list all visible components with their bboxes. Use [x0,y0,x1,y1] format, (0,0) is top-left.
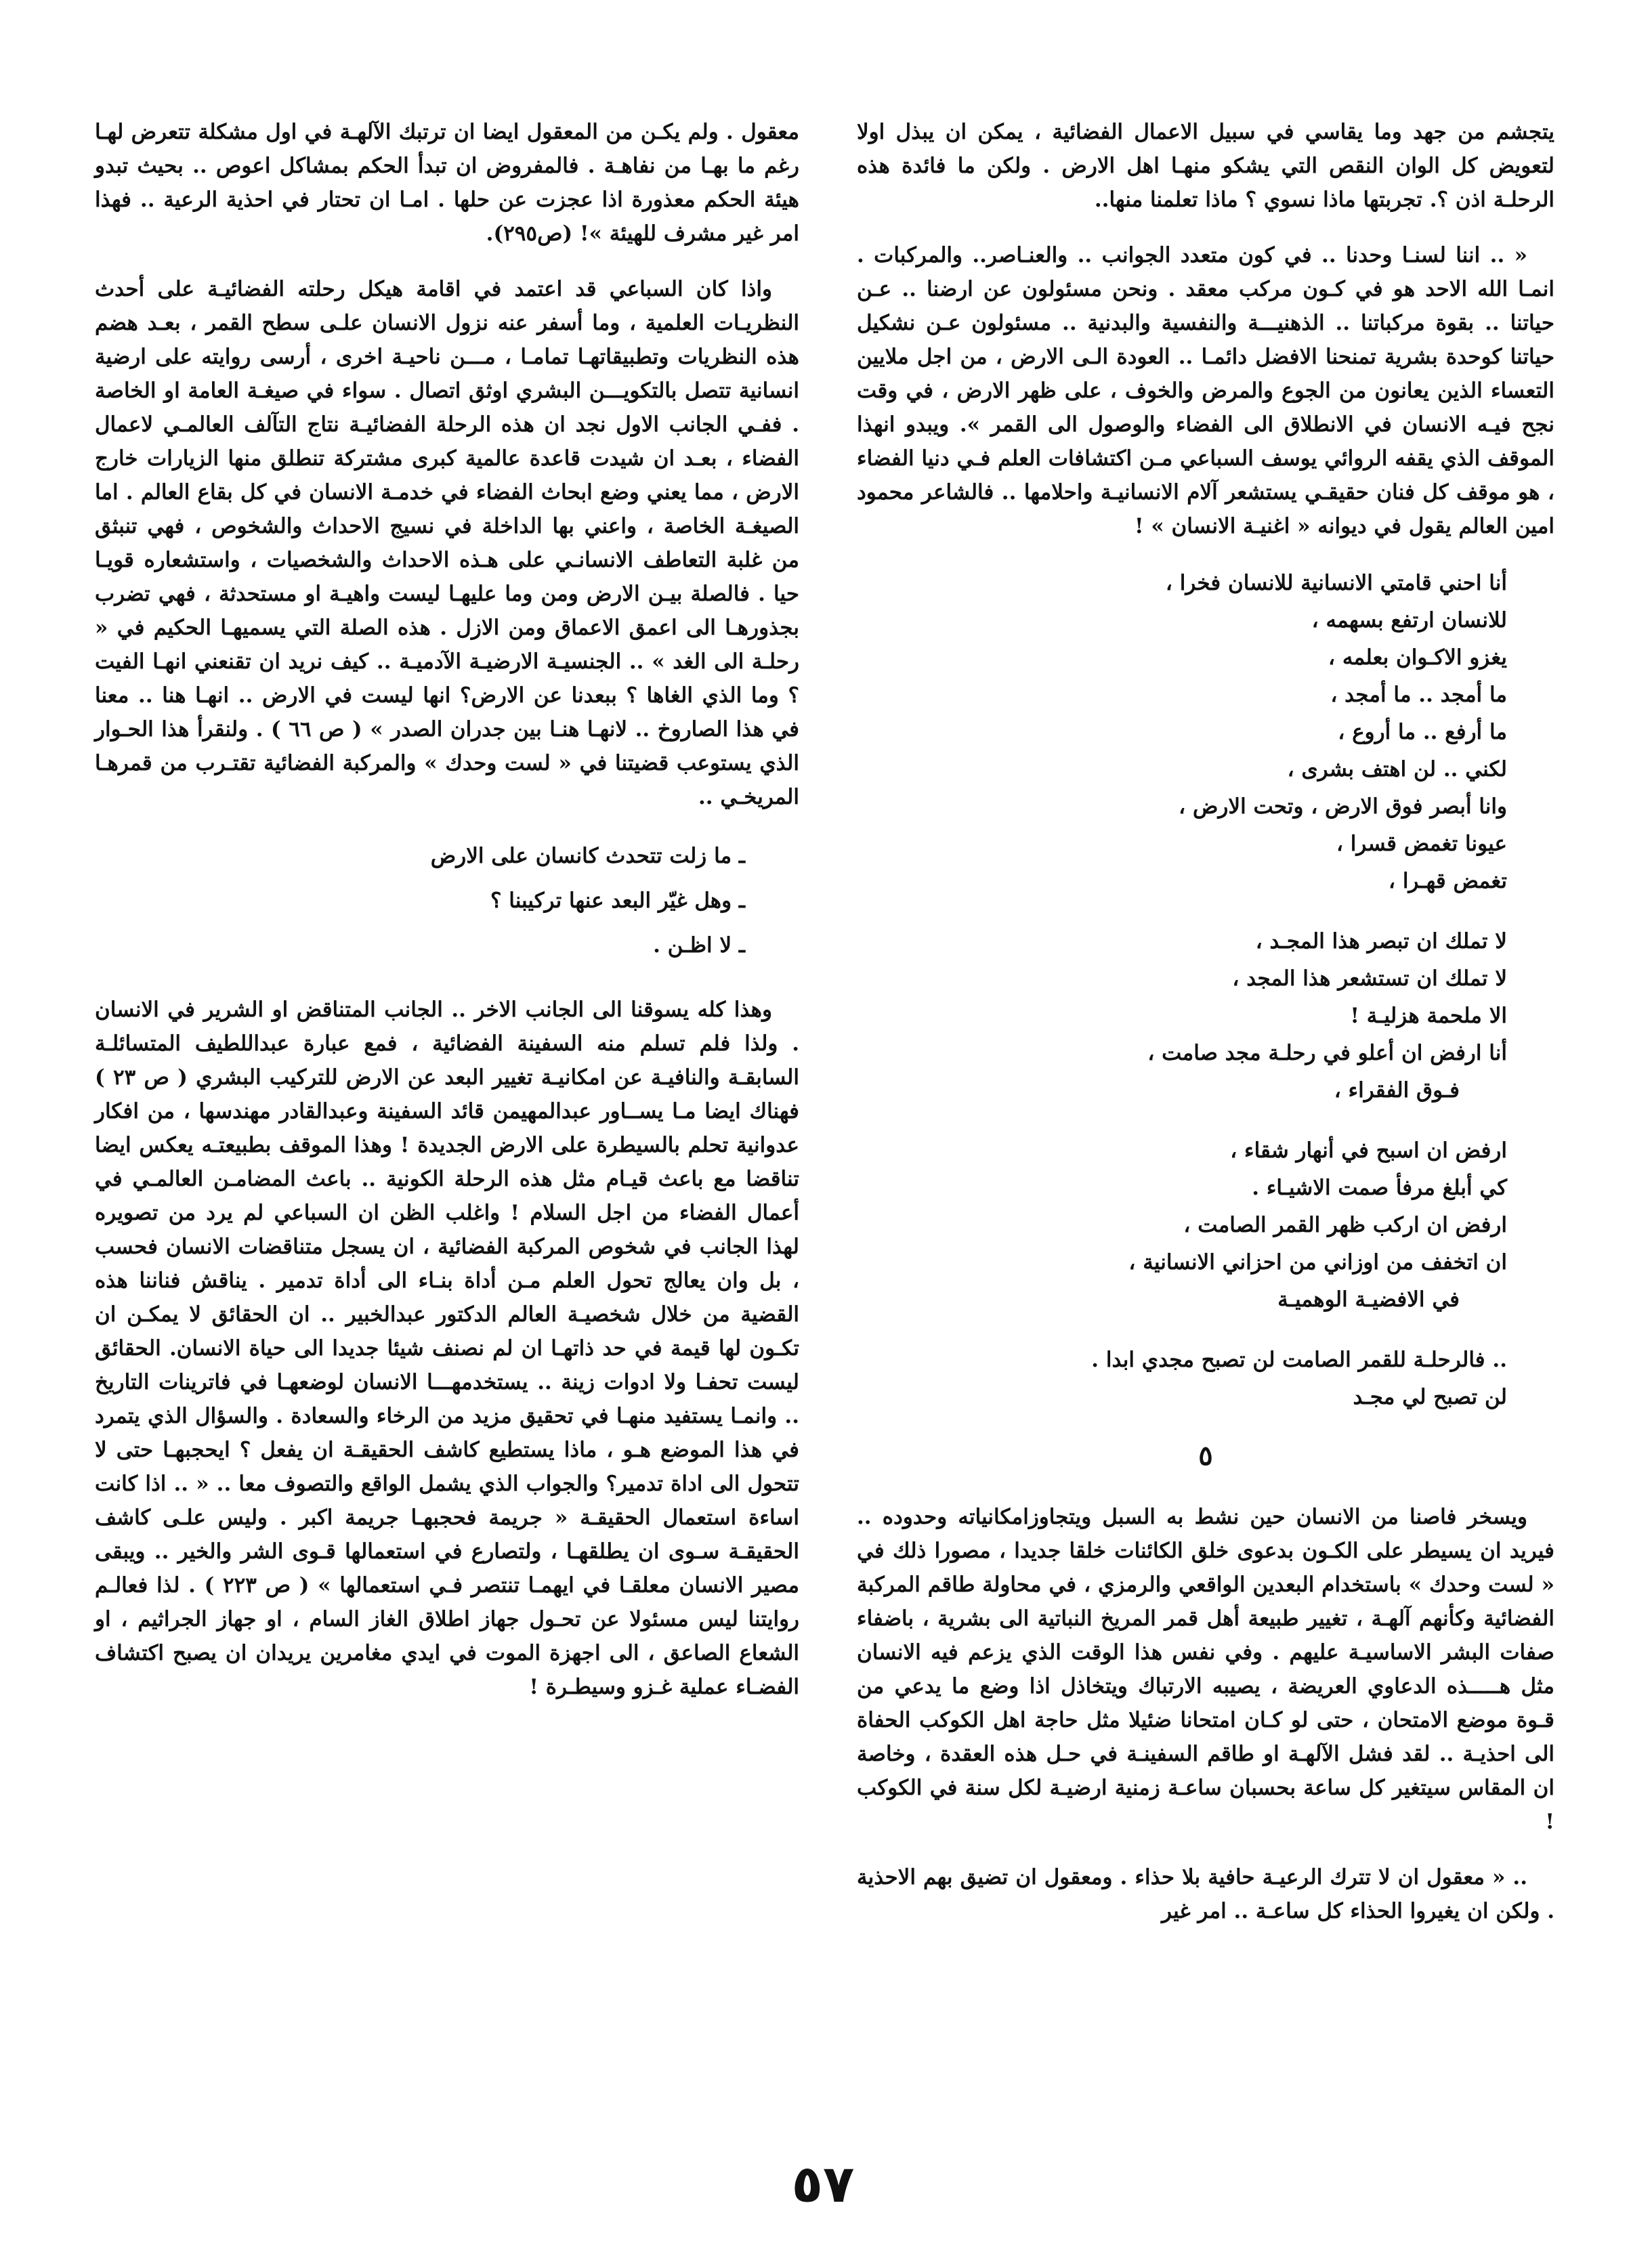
poem-line: ارفض ان اسبح في أنهار شقاء ، [1230,1138,1507,1163]
poem-line: ما أرفع .. ما أروع ، [1338,720,1507,744]
poem-line: عيونا تغمض قسرا ، [1336,832,1507,856]
dialogue-block [95,836,745,966]
poem-line: للانسان ارتفع بسهمه ، [1311,608,1507,633]
paragraph: ويسخر فاصنا من الانسان حين نشط به السبل ويتجاوزامكانياته وحدوده .. فيريد ان يسيطر على الكـون بدعوى خلق الكائنات خلقا جديدا ، مصورا ذلك في « لست وحدك » باستخدام البعدين الواقعي والرمزي ، في محاولة طاقم المركبة الفضائية وكأنهم آلهـة ، تغيير طبيعة أهل قمر المريخ النباتية الى بشرية ، باضفاء صفات البشر الاساسيـة عليهم . وفي نفس هذا الوقت الذي يزعم فيه الانسان مثل هـــــذه الدعاوي العريضة ، يصيبه الارتباك ويتخاذل اذا وضع ما يدعي من قـوة موضع الامتحان ، حتى لو كـان امتحانا ضئيلا مثل حاجة اهل الكوكب الحفاة الى احذيـة .. لقد فشل الآلهـة او طاقم السفينـة في حـل هذه العقدة ، وخاصة ان المقاس سيتغير كل ساعة بحسبان ساعـة زمنية ارضيـة لكل سنة في الكوكب ! [857,1505,1554,1834]
poem-line: لا تملك ان تبصر هذا المجـد ، [1255,929,1507,954]
poem-stanza [857,923,1507,1109]
poem-line: أنا احني قامتي الانسانية للانسان فخرا ، [1165,571,1507,595]
paragraph: يتجشم من جهد وما يقاسي في سبيل الاعمال الفضائية ، يمكن ان يبذل اولا لتعويض كل الوان النقص التي يشكو منهـا اهل الارض . ولكن ما فائدة هذه الرحلـة اذن ؟. تجربتها ماذا نسوي ؟ ماذا تعلمنا منها.. [857,120,1554,212]
poem-line: أنا ارفض ان أعلو في رحلـة مجد صامت ، [1147,1041,1507,1065]
paragraph: معقول . ولم يكـن من المعقول ايضا ان ترتبك الآلهـة في اول مشكلة تتعرض لهـا رغم ما بهـا من نفاهـة . فالمفروض ان تبدأ الحكم بمشاكل اعوص .. بحيث تبدو هيئة الحكم معذورة اذا عجزت عن حلها . امـا ان تحتار في احذية الرعية .. فهذا امر غير مشرف للهيئة »! (ص٢٩٥). [95,120,799,246]
dialogue-line: ـ ما زلت تتحدث كانسان على الارض [430,844,745,868]
poem-line: في الافضيـة الوهميـة [1277,1287,1460,1312]
poem-line: تغمض قهـرا ، [1389,869,1507,893]
poem-line: لن تصبح لي مجـد [1353,1385,1507,1409]
page-number: ٥٧ [791,2154,855,2214]
poem-line: ما أمجد .. ما أمجد ، [1330,683,1507,707]
poem-line: .. فالرحلـة للقمر الصامت لن تصبح مجدي ابدا . [1091,1348,1507,1372]
poem-line: وانا أبصر فوق الارض ، وتحت الارض ، [1179,794,1507,819]
paragraph: واذا كان السباعي قد اعتمد في اقامة هيكل رحلته الفضائيـة على أحدث النظريـات العلمية ، وما أسفر عنه نزول الانسان علـى سطح القمر ، بعـد هضم هذه النظريات وتطبيقاتهـا تمامـا ، مـــن ناحيـة اخرى ، أرسى روايته على ارضية انسانية تتصل بالتكويـــن البشري اوثق اتصال . سواء في صيغـة العامة او الخاصة . ففـي الجانب الاول نجد ان هذه الرحلة الفضائيـة نتاج التآلف العالمـي لاعمال الفضاء ، بعـد ان شيدت قاعدة عالمية كبرى مشتركة تنطلق منها الزيارات خارج الارض ، مما يعني وضع ابحاث الفضاء في خدمـة الانسان في كل بقاع العالم . اما الصيغـة الخاصة ، واعني بها الداخلة في نسيج الاحداث والشخوص ، فهي تنبثق من غلبة التعاطف الانسانـي على هـذه الاحداث والشخصيات ، واستشعاره قويـا حيا . فالصلة بيـن الارض ومن وما عليهـا ليست واهيـة او مستحدثة ، فهي تضرب بجذورهـا الى اعمق الاعماق ومن الازل . هذه الصلة التي يسميهـا الحكيم في « رحلـة الى الغد » .. الجنسيـة الارضيـة الآدميـة .. كيف نريد ان تقنعني انهـا الفيت ؟ وما الذي الغاها ؟ ببعدنا عن الارض؟ انها ليست في الارض .. انهـا هنا .. معنا في هذا الصاروخ .. لانهـا هنـا بين جدران الصدر » ( ص ٦٦ ) . ولنقرأ هذا الحـوار الذي يستوعب قضيتنا في « لست وحدك » والمركبة الفضائية تقتـرب من قمرهـا المريخـي .. [95,277,799,809]
dialogue-line: ـ لا اظـن . [653,933,745,958]
poem-line: ارفض ان اركب ظهر القمر الصامت ، [1183,1213,1507,1237]
left-column [95,115,799,1726]
poem-line: كي أبلغ مرفأ صمت الاشيـاء . [1252,1176,1507,1200]
poem-line: لكني .. لن اهتف بشرى ، [1287,757,1507,782]
section-number: ٥ [1198,1440,1213,1472]
paragraph: « .. اننا لسنـا وحدنا .. في كون متعدد الجوانب .. والعنـاصر.. والمركبات . انمـا الله الاحد هو في كـون مركب معقد . ونحن مسئولون عن ارضنا .. عـن حياتنا .. بقوة مركباتنا .. الذهنيـــة والنفسية والبدنية .. مسئولون عـن نشكيل حياتنا كوحدة بشرية تمنحنا الافضل دائمـا .. العودة الـى الارض ، من اجل ملايين التعساء الذين يعانون من الجوع والمرض والخوف ، على ظهر الارض ، في وقت نجح فيـه الانسان في الانطلاق الى الفضاء والوصول الى القمر ». ويبدو انهذا الموقف الذي يقفه الروائي يوسف السباعي مـن اكتشافات العلم فـي دنيا الفضاء ، هو موقف كل فنان حقيقـي يستشعر آلام الانسانيـة واحلامها .. فالشاعر محمود امين العالم يقول في ديوانه « اغنيـة الانسان » ! [857,243,1554,538]
poem-line: يغزو الاكـوان بعلمه ، [1328,645,1507,670]
dialogue-line: ـ وهل غيّر البعد عنها تركيبنا ؟ [490,889,745,913]
paragraph: .. « معقول ان لا تترك الرعيـة حافية بلا حذاء . ومعقول ان تضيق بهم الاحذية . ولكن ان يغيروا الحذاء كل ساعـة .. امر غير [857,1865,1554,1923]
paragraph: وهذا كله يسوقنا الى الجانب الاخر .. الجانب المتناقض او الشرير في الانسان . ولذا فلم تسلم منه السفينة الفضائية ، فمع عبارة عبداللطيف المتسائلـة السابقـة والنافيـة عن امكانيـة تغيير البعد عن الارض للتركيب البشري ( ص ٢٣ ) فهناك ايضا مـا يســاور عبدالمهيمن قائد السفينة وعبدالقادر مهندسها ، من افكار عدوانية تحلم بالسيطرة على الارض الجديدة ! وهذا الموقف بطبيعتـه يعكس ايضا تناقضا مع باعث قيـام مثل هذه الرحلة الكونية .. باعث المضامـن العالمـي في أعمال الفضاء من اجل السلام ! واغلب الظن ان السباعي لم يرد من تصويره لهذا الجانب في شخوص المركبة الفضائية ، ان يسجل متناقضات الانسان فحسب ، بل وان يعالج تحول العلم مـن أداة بنـاء الى أداة تدمير . يناقش فناننا هذه القضية من خلال شخصيـة العالم الدكتور عبدالخبير .. ان الحقائق لا يمكـن ان تكـون لها قيمة في حد ذاتهـا ان لم نصنف شيئا جديدا الى حياة الانسان. الحقائق ليست تحفـا ولا ادوات زينة .. يستخدمهـــا الانسان لوضعهـا في فاترينات التاريخ .. وانمـا يستفيد منهـا في تحقيق مزيد من الرخاء والسعادة . والسؤال الذي يتمرد في هذا الموضع هـو ، ماذا يستطيع كاشف الحقيقـة ان يفعل ؟ ايحجبهـا حتى لا تتحول الى اداة تدمير؟ والجواب الذي يشمل الواقع والتصوف معا .. « .. اذا كانت اساءة استعمال الحقيقـة « جريمة فحجبهـا جريمة اكبر . وليس علـى كاشف الحقيقـة سـوى ان يطلقهـا ، ولتصارع في استعمالها قـوى الشر والخير .. ويبقى مصير الانسان معلقـا في ايهمـا تنتصر فـي استعمالها » ( ص ٢٢٣ ) . لذا فعالـم روايتنا ليس مسئولا عن تحـول جهاز اطلاق الغاز السام ، او جهاز الجراثيم ، او الشعاع الصاعق ، الى اجهزة الموت في ايدي مغامرين يريدان ان يصبح اكتشاف الفضـاء عملية غـزو وسيطـرة ! [95,998,799,1699]
poem-line: الا ملحمة هزليـة ! [1350,1004,1507,1028]
poem-line: لا تملك ان تستشعر هذا المجد ، [1232,966,1507,991]
poem-stanza [857,1132,1507,1319]
poem-line: فـوق الفقراء ، [1334,1078,1460,1103]
poem-stanza [857,565,1507,900]
poem-stanza [857,1342,1507,1416]
poem-line: ان اتخفف من اوزاني من احزاني الانسانية ، [1128,1250,1507,1275]
right-column [857,115,1554,1950]
